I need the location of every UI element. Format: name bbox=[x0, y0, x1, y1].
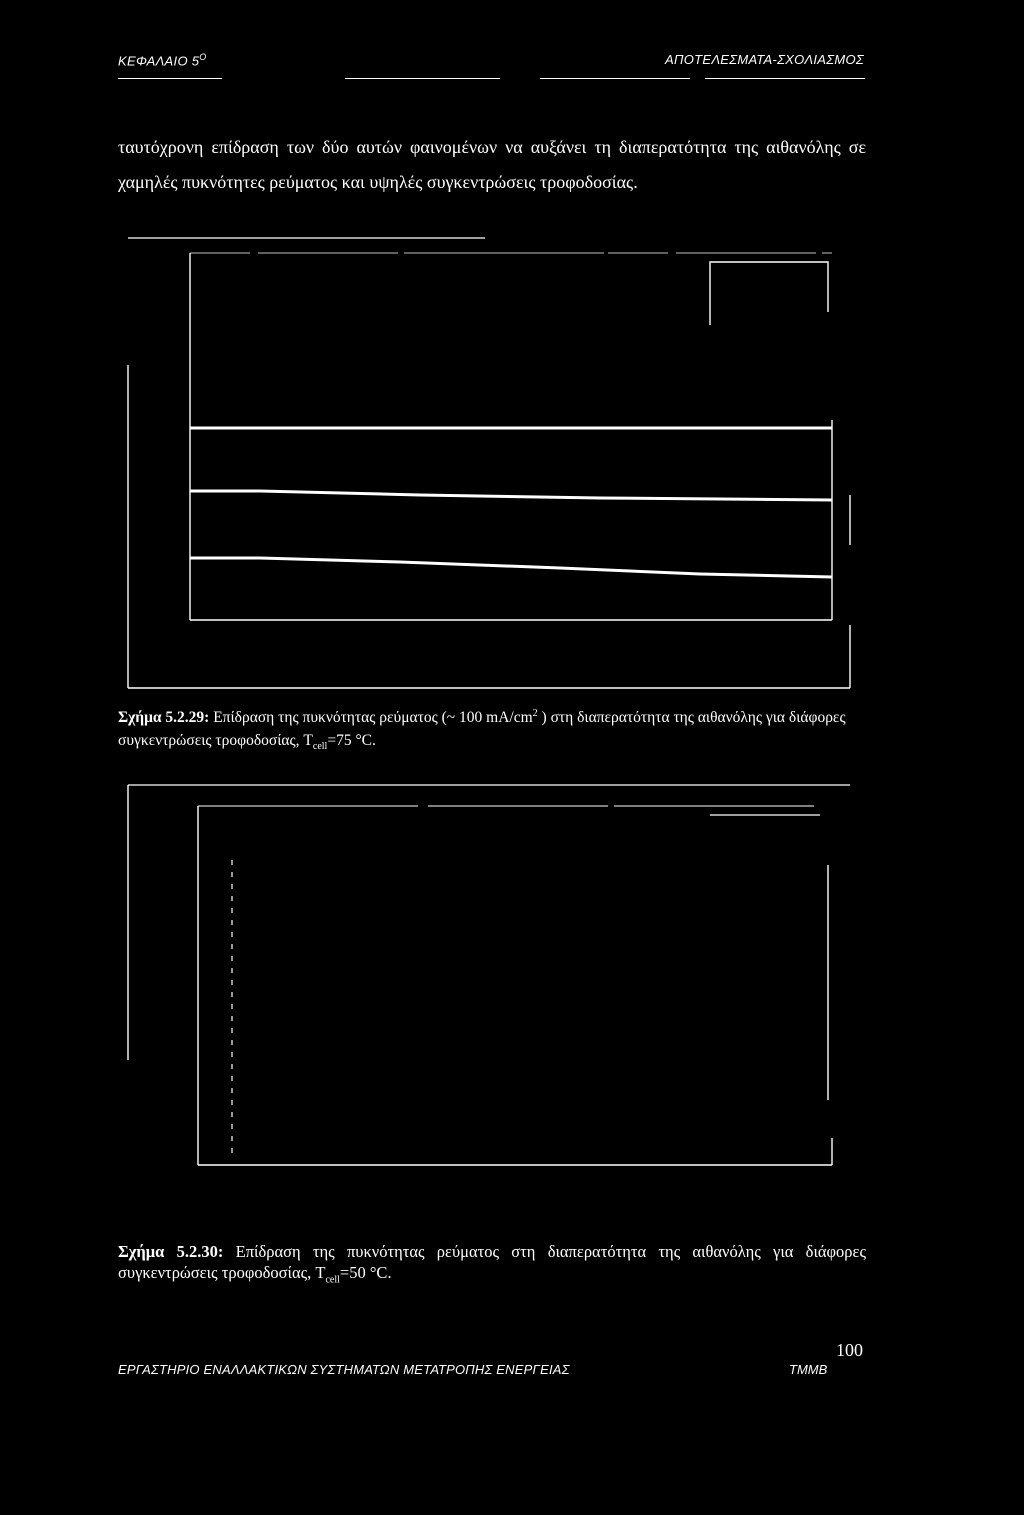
figure1-caption-text: Επίδραση της πυκνότητας ρεύματος (~ 100 mA/cm bbox=[213, 709, 533, 727]
figure1-caption-temperature: =75 °C. bbox=[327, 732, 376, 750]
figure2-caption-text: Επίδραση της πυκνότητας ρεύματος στη διαπερατότητα της αιθανόλης για διάφορες συγκεντρώσεις τροφοδοσίας, T bbox=[118, 1242, 866, 1282]
figure2-frame bbox=[128, 785, 850, 1165]
figure1-caption-superscript: 2 bbox=[532, 708, 538, 719]
figure2-caption bbox=[118, 1241, 866, 1290]
chapter-superscript: Ο bbox=[199, 52, 207, 62]
series-line bbox=[190, 491, 832, 500]
body-paragraph: ταυτόχρονη επίδραση των δύο αυτών φαινομένων να αυξάνει τη διαπερατότητα της αιθανόλης σε χαμηλές πυκνότητες ρεύματος και υψηλές συγκεντρώσεις τροφοδοσίας. bbox=[118, 137, 866, 192]
figure1-caption-text-cont: ) στη διαπερατότητα της αιθανόλης για διάφορες συγκεντρώσεις τροφοδοσίας, T bbox=[118, 709, 846, 750]
footer-department: ΤΜΜΒ bbox=[789, 1362, 828, 1377]
figure2-caption-temperature: =50 °C. bbox=[339, 1263, 392, 1282]
figure1-label: Σχήμα 5.2.29: bbox=[118, 709, 210, 727]
figure1-frame bbox=[128, 238, 850, 688]
figure1-caption-subscript: cell bbox=[312, 741, 328, 753]
figure1-caption bbox=[118, 702, 866, 758]
series-line bbox=[190, 558, 832, 577]
figure2-label: Σχήμα 5.2.30: bbox=[118, 1242, 224, 1261]
section-header: ΑΠΟΤΕΛΕΣΜΑΤΑ-ΣΧΟΛΙΑΣΜΟΣ bbox=[665, 52, 864, 67]
chapter-title: ΚΕΦΑΛΑΙΟ 5 bbox=[118, 53, 200, 69]
page-number: 100 bbox=[836, 1340, 863, 1360]
figure2-caption-subscript: cell bbox=[325, 1274, 340, 1286]
footer-lab-name: ΕΡΓΑΣΤΗΡΙΟ ΕΝΑΛΛΑΚΤΙΚΩΝ ΣΥΣΤΗΜΑΤΩΝ ΜΕΤΑΤΡΟΠΗΣ ΕΝΕΡΓΕΙΑΣ bbox=[118, 1362, 570, 1377]
